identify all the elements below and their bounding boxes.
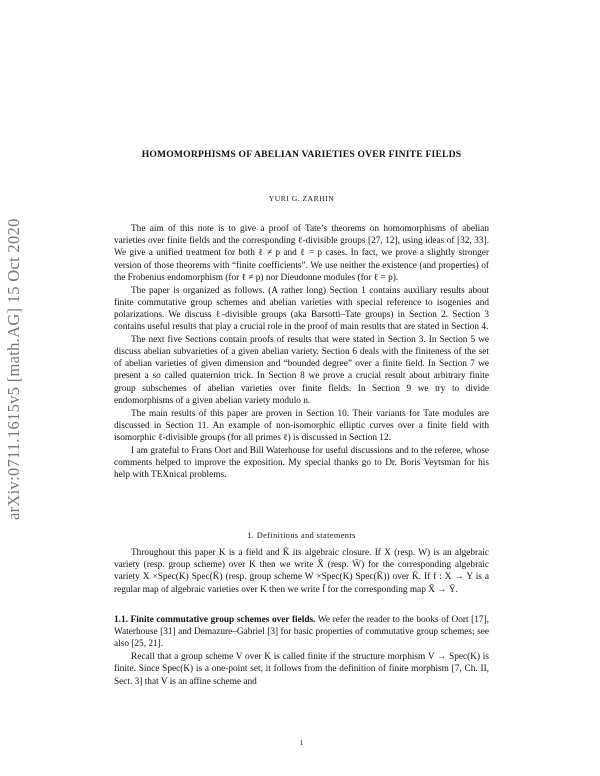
paragraph-finite-group-scheme: Recall that a group scheme V over K is called finite if the structure morphism V → Spec(K) is finite. Since Spec(K) is a one-point set, it follows from the definition of finite morphism [7, Ch. II, Sect. 3] that V is an affine scheme and <box>114 652 489 687</box>
subsection-title: 1.1. Finite commutative group schemes over fields. <box>114 615 316 625</box>
arxiv-identifier: arXiv:0711.1615v5 [math.AG] 15 Oct 2020 <box>4 218 23 520</box>
paper-title: HOMOMORPHISMS OF ABELIAN VARIETIES OVER FINITE FIELDS <box>141 149 462 160</box>
paper-author: YURI G. ZARHIN <box>268 194 335 203</box>
subsection-text: We refer the reader to the books of Oort [17], Waterhouse [31] and Demazure–Gabriel [3] for basic properties of commutative group schemes; see also [25, 21]. <box>114 615 489 650</box>
paragraph-next-sections: The next five Sections contain proofs of results that were stated in Section 3. In Section 5 we discuss abelian subvarieties of a given abelian variety. Section 6 deals with the finiteness of the set of abelian varieties of given dimension and “bounded degree” over a finite field. In Section 7 we present a so called quaternion trick. In Section 8 we prove a crucial result about arbitrary finite group subschemes of abelian varieties over finite fields. In Section 9 we try to divide endomorphisms of a given abelian variety modulo n. <box>114 334 489 406</box>
subsection-paragraph <box>114 614 489 651</box>
paragraph-definitions: Throughout this paper K is a field and K̄ its algebraic closure. If X (resp. W) is an algebraic variety (resp. group scheme) over K then we write X̄ (resp. W̄) for the corresponding algebraic variety X ×Spec(K) Spec(K̄) (resp. group scheme W ×Spec(K) Spec(K̄)) over K̄. If f : X → Y is a regular map of algebraic varieties over K then we write f̄ for the corresponding map X̄ → Ȳ. <box>114 548 489 595</box>
section-one-body <box>114 547 489 596</box>
page-number: 1 <box>299 738 304 747</box>
paragraph-acknowledgments: I am grateful to Frans Oort and Bill Waterhouse for useful discussions and to the referee, whose comments helped to improve the exposition. My special thanks go to Dr. Boris Veytsman for his help with TEXnical problems. <box>114 445 489 481</box>
abstract-section <box>114 223 489 481</box>
paragraph-aim: The aim of this note is to give a proof of Tate’s theorems on homomorphisms of abelian varieties over finite fields and the corresponding ℓ-divisible groups [27, 12], using ideas of [32, 33]. We give a unified treatment for both ℓ ≠ p and ℓ = p cases. In fact, we prove a slightly stronger version of those theorems with “finite coefficients”. We use neither the existence (and properties) of the Frobenius endomorphism (for ℓ ≠ p) nor Dieudonne modules (for ℓ = p). <box>114 224 489 283</box>
paragraph-main-results: The main results of this paper are proven in Section 10. Their variants for Tate modules are discussed in Section 11. An example of non-isomorphic elliptic curves over a finite field with isomorphic ℓ-divisible groups (for all primes ℓ) is discussed in Section 12. <box>114 408 489 443</box>
section-heading: 1. Definitions and statements <box>247 531 356 540</box>
paragraph-organization: The paper is organized as follows. (A rather long) Section 1 contains auxiliary results about finite commutative group schemes and abelian varieties with special reference to isogenies and polarizations. We discuss ℓ-divisible groups (aka Barsotti–Tate groups) in Section 2. Section 3 contains useful results that play a crucial role in the proof of main results that are stated in Section 4. <box>114 285 489 333</box>
subsection-body <box>114 614 489 688</box>
